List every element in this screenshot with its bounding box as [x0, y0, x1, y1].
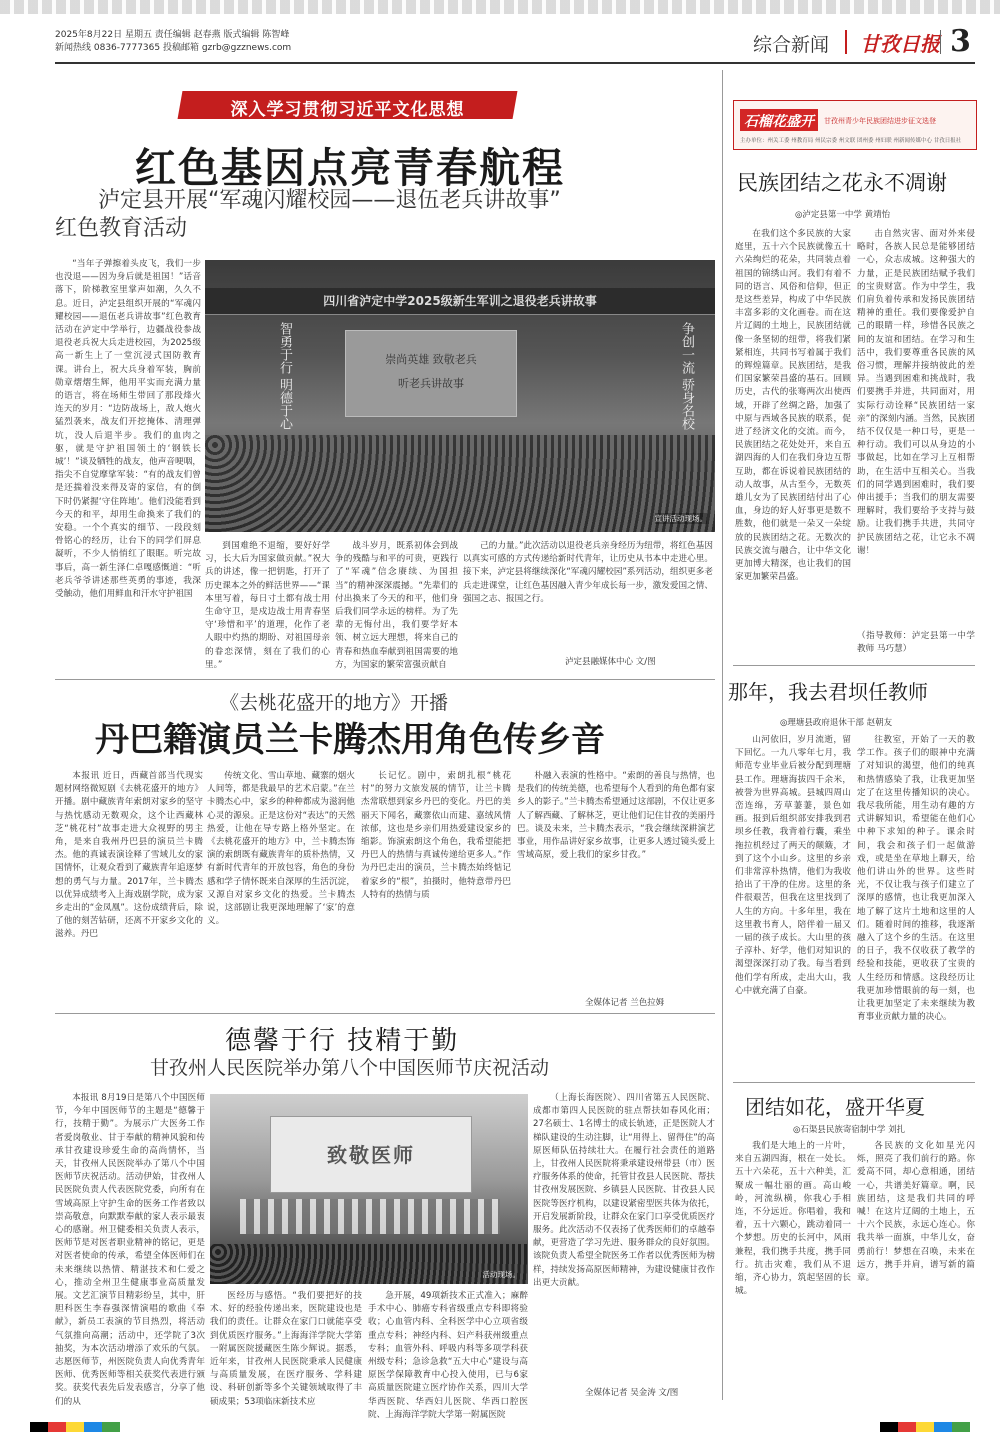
- essay1-col2: 击自然灾害、面对外来侵略时，各族人民总是能够团结一心，众志成城。这种强大的力量，正是民族团结赋予我们的宝贵财富。作为中学生，我们肩负着传承和发扬民族团结精神的重任。我们要像爱护自己的眼睛一样，珍惜各民族之间的友谊和团结。在学习和生活中，我们要尊重各民族的风俗习惯，理解并接纳彼此的差异。当遇到困难和挑战时，我们要携手并进，共同面对，用实际行动诠释“民族团结一家亲”的深刻内涵。当然，民族团结不仅仅是一种口号，更是一种行动。我们可以从身边的小事做起，比如在学习上互相帮助，在生活中互相关心。当我们的同学遇到困难时，我们要伸出援手；当我们的朋友需要理解时，我们要给予支持与鼓励。让我们携手共进，共同守护民族团结之花，让它永不凋谢！: [857, 229, 975, 556]
- essay1-advisor: （指导教师：泸定县第一中学教师 马巧慧）: [857, 631, 975, 655]
- page-number: 3: [950, 24, 971, 59]
- divider-article2: [55, 1013, 715, 1014]
- banner-text: 深入学习贯彻习近平文化思想: [230, 100, 465, 120]
- article3-title: 德馨于行 技精于勤: [225, 1026, 460, 1056]
- article3-col4: （上海长海医院）、四川省第五人民医院、成都市第四人民医院的驻点帮扶如春风化雨；27名硕士、1名博士的成长轨迹，正是医院人才梯队建设的生动注脚，让“用得上、留得住”的高原医师队伍持续壮大。在履行社会责任的道路上，甘孜州人民医院将秉承建设州带县（市）医疗服务体系的使命，托管甘孜县人民医院、帮扶甘孜州发展医院、乡镇县人民医院、甘孜县人民医院等医疗机构，以建设紧密型医共体为依托，开启发展新阶段，让群众在家门口享受优质医疗服务。此次活动不仅表扬了优秀医师们的卓越奉献，更营造了学习先进、服务群众的良好氛围。该院负责人希望全院医务工作者以优秀医师为榜样，持续发扬高原医师精神，为建设健康甘孜作出更大贡献。: [533, 1093, 715, 1288]
- article1-subtitle-line2: 红色教育活动: [55, 216, 188, 241]
- article2-pretitle: 《去桃花盛开的地方》开播: [220, 692, 449, 714]
- color-registration-bar-bottom: [0, 1418, 1000, 1436]
- page-number-divider: [940, 30, 941, 54]
- essay2-title: 那年，我去君坝任教师: [728, 680, 928, 704]
- essay1-col1: 在我们这个多民族的大家庭里，五十六个民族就像五十六朵绚烂的花朵，共同装点着祖国的锦绣山河。我们有着不同的语言、风俗和信仰，但正是这些差异，构成了中华民族丰富多彩的文化画卷。而在这片辽阔的土地上，民族团结就像一条坚韧的纽带，将我们紧紧相连，共同书写着属于我们的辉煌篇章。民族团结，是我们国家繁荣昌盛的基石。回顾历史，古代的张骞两次出使西域，开辟了丝绸之路，加强了中原与西域各民族的联系，促进了经济文化的交流。而今，民族团结之花处处开，来自五湖四海的人们在我们身边互帮互助，都在诉说着民族团结的动人故事，从古至今，无数英雄儿女为了民族团结付出了心血，身边的好人好事更是数不胜数，他们就是一朵又一朵绽放的民族团结之花。无数次的民族交流与融合，让中华文化更加博大精深，也让我们的国家更加繁荣昌盛。: [735, 229, 851, 583]
- header-hotline: 新闻热线 0836-7777365 投稿邮箱 gzrb@gzznews.com: [55, 43, 292, 53]
- article3-byline: 全媒体记者 吴金涛 文/图: [585, 1388, 679, 1398]
- article2-col3: 长记忆。剧中，索朗扎根“桃花村”的努力文旅发展的情节，让兰卡腾杰常联想到家乡丹巴的变化。丹巴的美丽天下闻名，藏寨依山而建、嘉绒风情浓郁，这也是乡亲们用热爱建设家乡的缩影。饰演索朗这个角色，我希望能把丹巴人的热情与真诚传递给更多人。”作为丹巴走出的演员，兰卡腾杰始终惦记着家乡的“根”，拍摄时，他特意带丹巴人特有的热情与质: [361, 771, 511, 900]
- article1-byline: 泸定县融媒体中心 文/图: [565, 657, 656, 667]
- article3-col3: 急开展，49项新技术正式准入；麻醉手术中心、肺癌专科省级重点专科即将验收；心血管内科、全科医学中心立项省级重点专科；神经内科、妇产科获州级重点专科；血管外科、呼吸内科等多项学科获州级专科；急诊急救“五大中心”建设与高原医学保障教育中心投入使用，已与6家高质量医院建立医疗协作关系，四川大学华西医院、华西妇儿医院、华西口腔医院、上海海洋学院大学第一附属医院: [368, 1291, 528, 1420]
- column-divider: [722, 70, 723, 1400]
- sidebar-column-header: [733, 100, 977, 150]
- paper-logo: 甘孜日报: [860, 32, 940, 56]
- article1-col1: “当年子弹擦着头皮飞，我们一步也没退——因为身后就是祖国！”话音落下，阶梯教室里掌声如潮，久久不息。近日，泸定县组织开展的“军魂闪耀校园——退伍老兵讲故事”红色教育活动在泸定中学举行，边疆战役参战退役老兵祝大兵走进校园，为2025级高一新生上了一堂沉浸式国防教育课。讲台上，祝大兵身着军装，胸前勋章熠熠生辉，他用平实而充满力量的语言，将在场师生带回了那段烽火连天的岁月：“边防战场上，敌人炮火猛烈袭来，战友们开挖掩体、清理弹坑，没人后退半步。我们的血肉之躯，就是守护祖国领土的‘钢铁长城’！”谈及牺牲的战友，他声音哽咽，指尖不自觉摩挲军装：“有的战友们曾是还揣着没来得及寄的家信，有的倒下时仍紧握‘守住阵地’。他们没能看到今天的和平，却用生命换来了我们的安稳。一个个真实的细节、一段段刻骨铭心的经历，让台下的同学们屏息凝听，不少人悄悄红了眼眶。听完故事后，高一新生泽仁卓嘎感慨道：“听老兵爷爷讲述那些英勇的事迹，我深受触动，他们用鲜血和汗水守护祖国: [55, 259, 201, 600]
- article3-photo: [210, 1094, 528, 1284]
- column-title: 石榴花盛开: [744, 114, 814, 130]
- essay1-title: 民族团结之花永不凋谢: [737, 171, 947, 195]
- article3-photo-caption: 活动现场。: [482, 1270, 520, 1279]
- article3-subtitle: 甘孜州人民医院举办第八个中国医师节庆祝活动: [150, 1057, 550, 1079]
- photo-left-couplet: 智勇于行 明德于心: [277, 322, 292, 431]
- header-date-line: 2025年8月22日 星期五 责任编辑 赵春燕 版式编辑 陈智峰: [55, 30, 290, 40]
- section-name: 综合新闻: [753, 34, 830, 56]
- article1-photo: [205, 260, 715, 532]
- essay2-col1: 山河依旧，岁月流逝，留下回忆。一九八零年七月，我师范专业毕业后被分配到理塘县工作。理塘海拔四千余米，被誉为世界高城。县城四周山峦连绵，芳草萋萋，景色如画。报到后组织部安排我到君坝乡任教，我背着行囊，乘坐拖拉机经过了两天的颠簸，才到了这个小山乡。这里的乡亲们非常淳朴热情，他们为我收拾出了干净的住房。这里的条件很艰苦，但我在这里找到了人生的方向。十多年里，我在这里教书育人，陪伴着一届又一届的孩子成长。大山里的孩子淳朴、好学，他们对知识的渴望深深打动了我。每当看到他们学有所成，走出大山，我心中就充满了自豪。: [735, 735, 851, 996]
- divider-essay2: [733, 1082, 975, 1083]
- essay2-col2: 往教室，开始了一天的教学工作。孩子们的眼神中充满了对知识的渴望，他们的纯真和热情感染了我，让我更加坚定了在这里传播知识的决心。我尽我所能，用生动有趣的方式讲解知识，希望能在他们心中种下求知的种子。课余时间，我会和孩子们一起做游戏，或是坐在草地上聊天，给他们讲山外的世界。这些时光，不仅让我与孩子们建立了深厚的感情，也让我更加深入地了解了这片土地和这里的人们。随着时间的推移，我逐渐融入了这个乡的生活。在这里的日子，我不仅收获了教学的经验和技能，更收获了宝贵的人生经历和情感。这段经历让我更加珍惜眼前的每一刻，也让我更加坚定了未来继续为教育事业贡献力量的决心。: [857, 735, 975, 1023]
- column-subtitle: 甘孜州青少年民族团结进步征文选登: [824, 117, 936, 125]
- essay3-title: 团结如花，盛开华夏: [745, 1095, 925, 1119]
- photo-stage-screen: [270, 1116, 472, 1193]
- article3-col2: 医经历与感悟。“我们要把好的技术、好的经验传递出来，医院建设也是我们的责任。让群众在家门口就能享受到优质医疗服务。”上海海洋学院大学第一附属医院援藏医生陈少辉说。据悉，近年来，甘孜州人民医院秉承人民健康与高质量发展，在医疗服务、学科建设、科研创新等多个关键领域取得了丰硕成果；53项临床新技术应: [210, 1291, 362, 1407]
- article1-col4: 己的力量。”此次活动以退役老兵亲身经历为纽带，将红色基因以真实可感的方式传递给新时代青年，让历史从书本中走进心里。接下来，泸定县将继续深化“军魂闪耀校园”系列活动，组织更多老兵走进课堂，让红色基因融入青少年成长每一步，激发爱国之情、强国之志、报国之行。: [463, 541, 713, 604]
- article2-col4: 朴融入表演的性格中。“索朗的善良与热情，也是我们的传统美德，也希望每个人看到的角色都有家乡人的影子。”兰卡腾杰希望通过这部剧，不仅让更多人了解西藏、了解林芝，更让他们记住甘孜的美丽丹巴。谈及未来，兰卡腾杰表示，“我会继续深耕演艺事业，用作品讲好家乡故事，让更多人透过镜头爱上雪域高原，爱上我们的家乡甘孜。”: [517, 771, 715, 861]
- article2-col1: 本报讯 近日，西藏首部当代现实题材网络微短剧《去桃花盛开的地方》开播。剧中藏族青年索朗对家乡的坚守与热忱感动无数观众，这个让西藏林芝“桃花村”故事走进大众视野的男主角，是来自我州丹巴县的演员兰卡腾杰。他的真诚表演诠释了雪域儿女的家国情怀，让观众看到了藏族青年追逐梦想的勇气与力量。2017年，兰卡腾杰以优异成绩考入上海戏剧学院，成为家乡走出的“金凤凰”。这份成绩背后，除了他的刻苦钻研，还离不开家乡文化的滋养。丹巴: [55, 771, 203, 940]
- article1-subtitle-line1: 泸定县开展“军魂闪耀校园——退伍老兵讲故事”: [98, 188, 561, 213]
- photo-performers: [240, 1199, 500, 1234]
- photo-stage-text: 致敬医师: [327, 1143, 415, 1167]
- essay3-col1: 我们是大地上的一片叶，来自五湖四海，根在一处长。五十六朵花，五十六种美，汇聚成一幅壮丽的画。高山峻岭，河流纵横，你我心手相连，不分远近。你唱着，我和着，五十六颗心，跳动着同一个梦想。历史的长河中，风雨兼程，我们携手共度，携手同行。抗击灾难，我们从不退缩，齐心协力，筑起坚固的长城。: [735, 1141, 851, 1297]
- article1-title: 红色基因点亮青春航程: [135, 144, 565, 192]
- article3-col1: 本报讯 8月19日是第八个中国医师节，今年中国医师节的主题是“德馨于行，技精于勤”。为展示广大医务工作者爱岗敬业、甘于奉献的精神风貌和传承甘孜建设珍爱生命的高尚情怀，当天，甘孜州人民医院举办了第八个中国医师节庆祝活动。活动伊始，甘孜州人民医院负责人代表医院党委，向所有在雪域高原上守护生命的医务工作者致以崇高敬意，向默默奉献的家人表示最衷心的感谢。州卫健委相关负责人表示，医师节是对医者职业精神的铭记，更是对医者使命的传承，希望全体医师们在未来继续以热情、精湛技术和仁爱之心，推动全州卫生健康事业高质量发展。文艺汇演节目精彩纷呈，其中，肝胆科医生李春强深情演唱的歌曲《奉献》，新员工表演的节目热烈，将活动气氛推向高潮；活动中，还学院了3次抽奖，为本次活动增添了欢乐的气氛。志愿医师节，州医院负责人向优秀青年医师、优秀医师等相关获奖代表进行颁奖。获奖代表先后发表感言，分享了他们的从: [55, 1093, 205, 1407]
- article2-byline: 全媒体记者 兰色拉姆: [585, 998, 665, 1008]
- article1-photo-caption: 宣讲活动现场。: [654, 514, 707, 523]
- header-rule: [55, 62, 975, 64]
- photo-audience: [205, 435, 715, 532]
- article2-col2: 传统文化、雪山草地、藏寨的烟火人间等，都是我最早的艺术启蒙。”在兰卡腾杰心中，家乡的种种都成为滋润他心灵的源泉。正是这份对“表达”的天然热爱，让他在导专路上格外坚定。在《去桃花盛开的地方》中，兰卡腾杰饰演的索朗既有藏族青年的质朴热情，又有新时代青年的开放包容，角色的身份感和学子情怀既来自深厚的生活沉淀，又源自对家乡文化的热爱。兰卡腾杰说，这部剧让我更深地理解了‘家’的意义。: [207, 771, 355, 927]
- photo-right-couplet: 争创一流 骄身名校: [679, 322, 694, 431]
- section-divider: [845, 30, 847, 54]
- photo-backdrop-banner: [205, 288, 715, 315]
- photo-crowd: [210, 1244, 528, 1284]
- divider-article1: [55, 679, 715, 680]
- article1-col3: 战斗岁月，既系初体会到战争的残酷与和平的可贵，更践行了“军魂”信念赓续、为国担当”的精神深深震撼。“先辈们的付出换来了今天的和平，他们身后我们同学永远的榜样。为了先辈的无悔付出，我们要学好本领、树立远大理想，将来自己的青春和热血奉献到祖国需要的地方，为国家的繁荣富强贡献自: [335, 541, 458, 670]
- essay3-col2: 各民族的文化如星光闪烁，照亮了我们前行的路。你爱高不同，却心意相通，团结一心，共谱美好篇章。啊，民族团结，这是我们共同的呼喊！在这片辽阔的土地上，五十六个民族，永远心连心。你我共举一面旗，中华儿女，奋勇前行！梦想在召唤，未来在远方，携手并肩，谱写新的篇章。: [857, 1141, 975, 1284]
- article1-col2: 到国难绝不退缩，要好好学习，长大后为国家做贡献。”祝大兵的讲述，像一把钥匙，打开了历史课本之外的鲜活世界——“课本里写着，每日寸土都有战士用生命守卫，是戍边战士用青春坚守‘珍惜和平’的道理，化作了老人眼中灼热的期盼、对祖国母亲的眷恋深情，刻在了我们的心里。”: [205, 541, 330, 670]
- photo-banner-text: 四川省泸定中学2025级新生军训之退役老兵讲故事: [323, 294, 597, 308]
- sponsor-line: 主办单位：州关工委 州教育局 州民宗委 州文联 团州委 州妇联 州新闻传媒中心 甘孜日报社: [740, 138, 962, 144]
- photo-screen-line2: 听老兵讲故事: [398, 377, 464, 390]
- essay1-author: ◎泸定县第一中学 黄靖怡: [795, 210, 891, 220]
- divider-essay1: [733, 665, 975, 666]
- essay3-author: ◎石渠县民族寄宿制中学 刘扎: [793, 1125, 906, 1135]
- color-registration-bar-top: [0, 0, 1000, 14]
- photo-screen: [345, 330, 517, 417]
- photo-screen-line1: 崇尚英雄 致敬老兵: [385, 353, 477, 366]
- essay2-author: ◎理塘县政府退休干部 赵朝友: [780, 718, 893, 728]
- article2-title: 丹巴籍演员兰卡腾杰用角色传乡音: [95, 720, 605, 760]
